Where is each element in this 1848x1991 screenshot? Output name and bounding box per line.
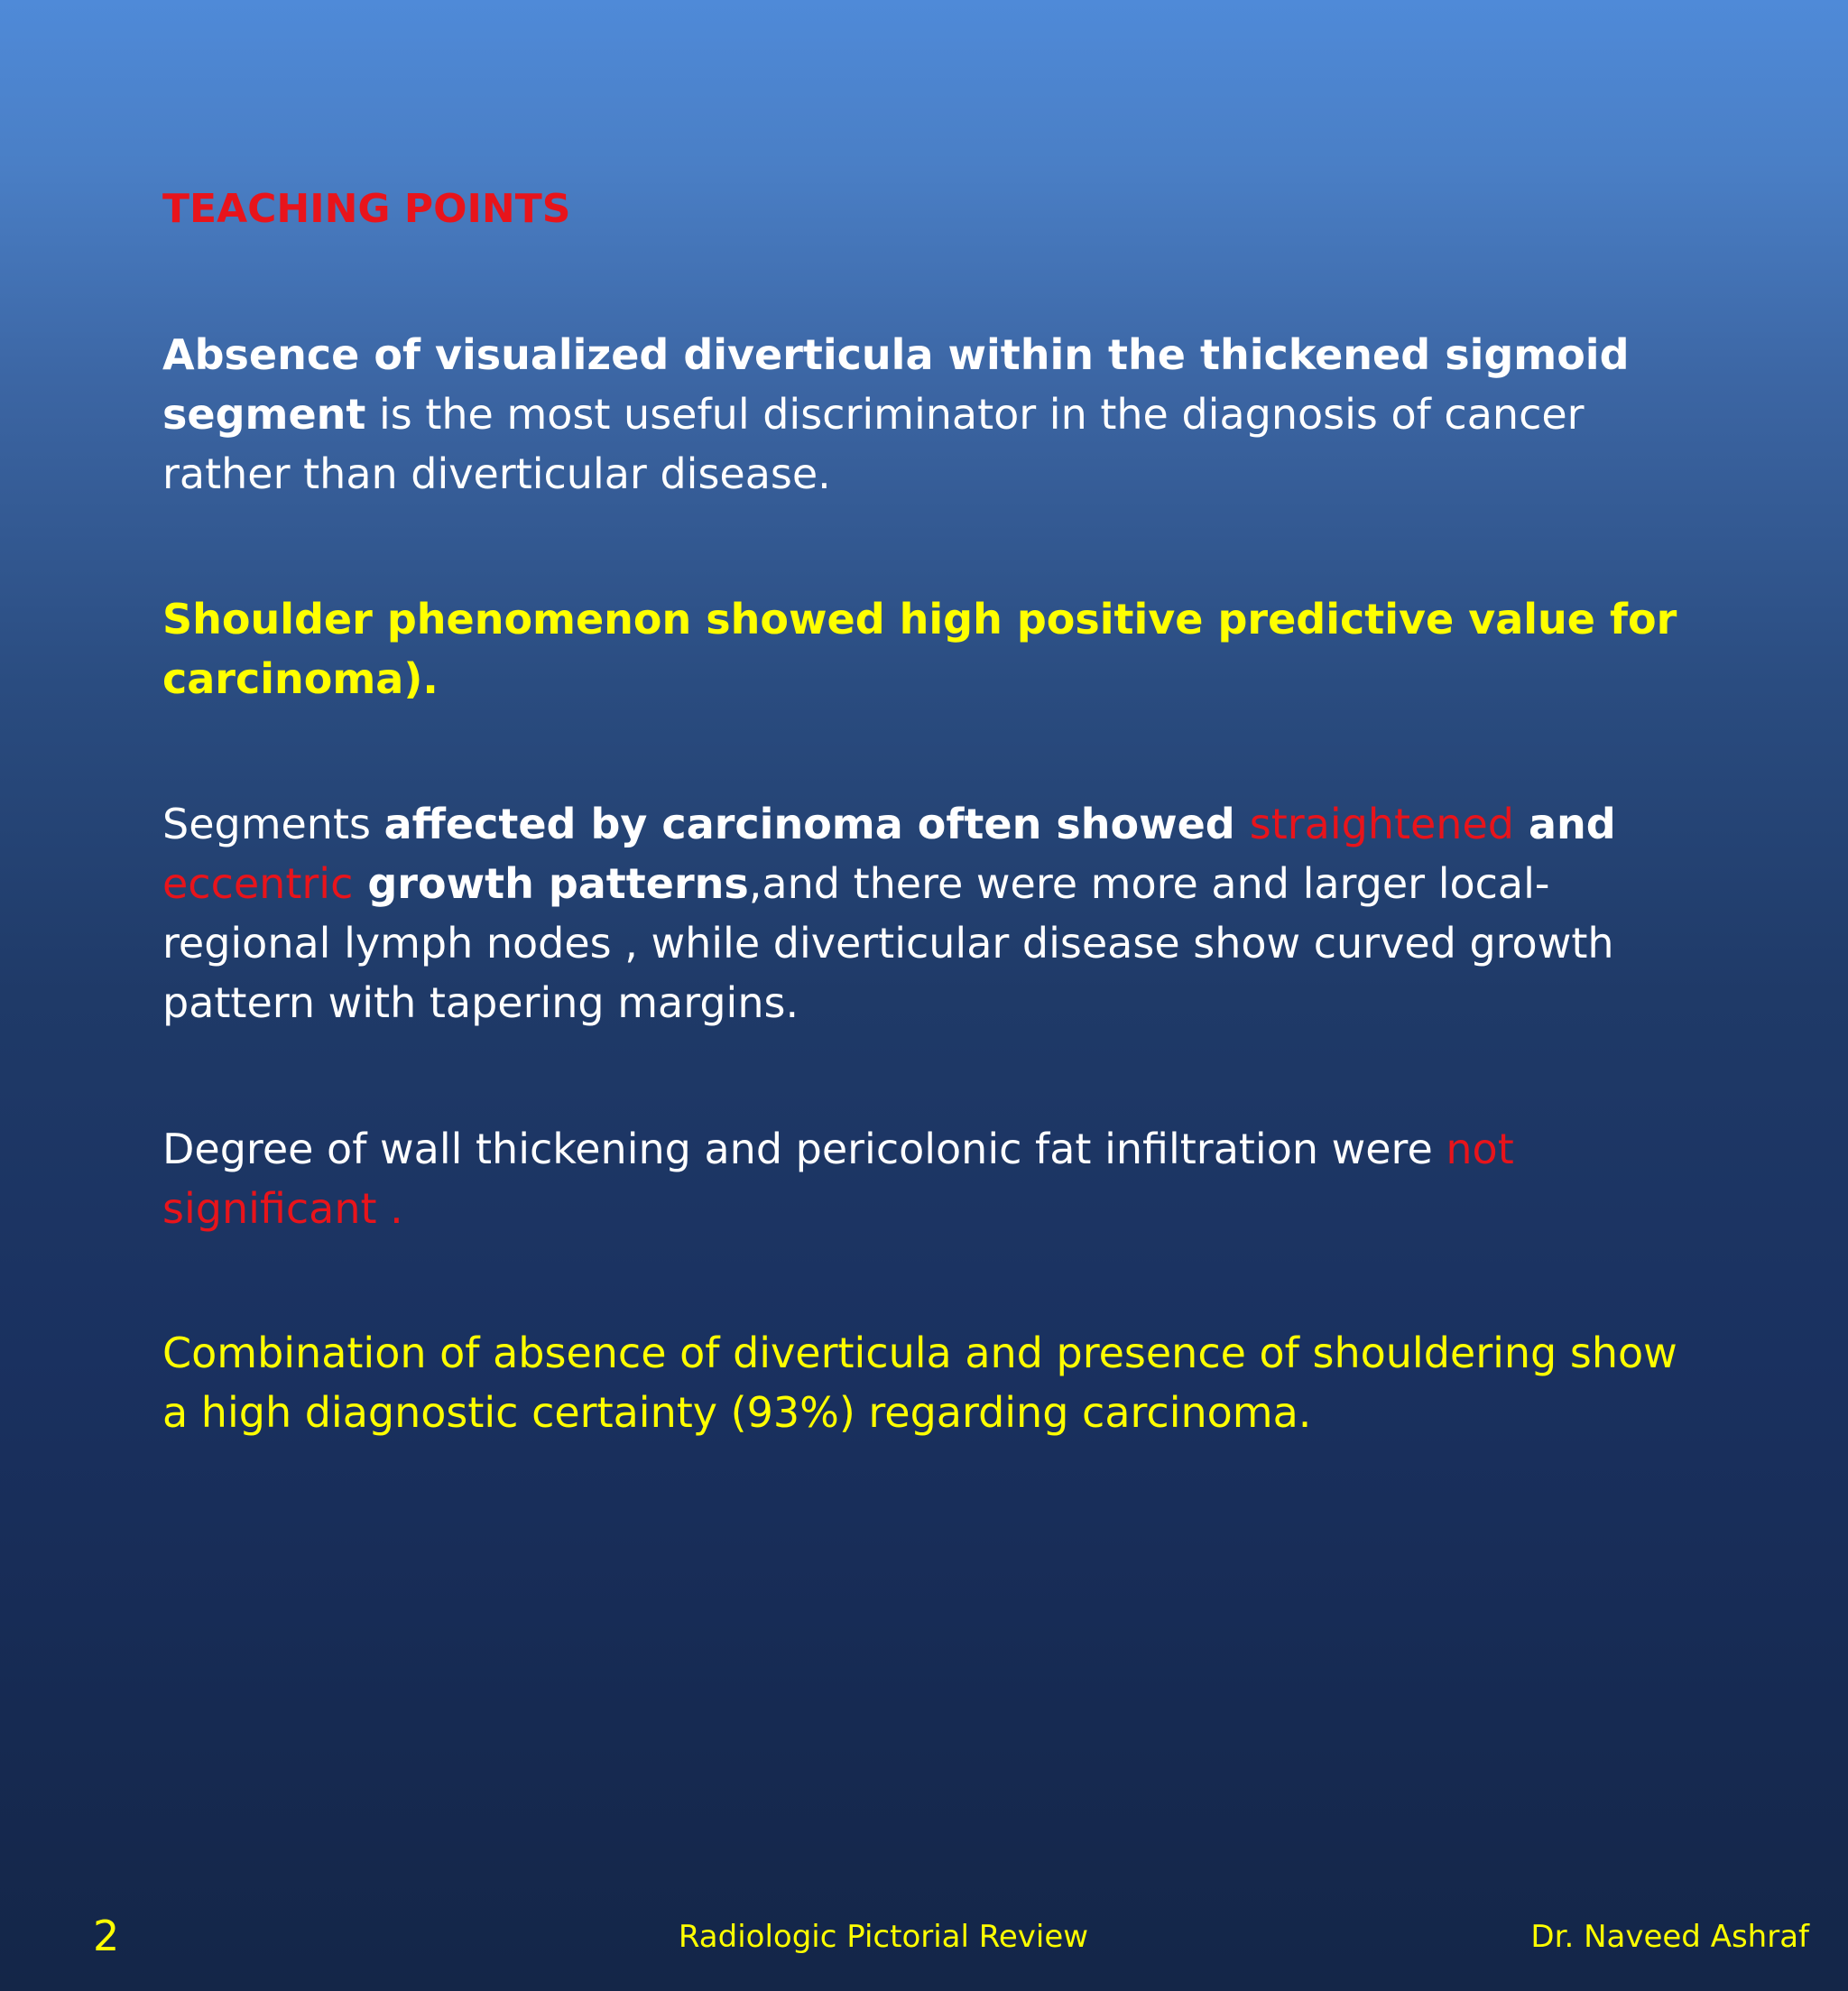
- teaching-point-4-not-significant: not significant .: [162, 1125, 1514, 1233]
- footer-title: Radiologic Pictorial Review: [678, 1919, 1089, 1955]
- footer-author: Dr. Naveed Ashraf: [1530, 1919, 1809, 1955]
- teaching-point-3-eccentric: eccentric: [162, 859, 354, 908]
- teaching-point-3-bold-b: and: [1513, 800, 1616, 848]
- teaching-point-1-text: is the most useful discriminator in the diagnosis of cancer rather than diverticular disease.: [162, 390, 1585, 498]
- page-number: 2: [93, 1912, 120, 1960]
- teaching-point-3-straightened: straightened: [1249, 800, 1514, 848]
- teaching-point-1: [162, 325, 1714, 504]
- teaching-point-3-rest: ,and there were more and larger local-regional lymph nodes , while diverticular disease show curved growth pattern with tapering margins.: [162, 859, 1614, 1027]
- teaching-point-3-bold-a: affected by carcinoma often showed: [383, 800, 1250, 848]
- teaching-point-2: Shoulder phenomenon showed high positive predictive value for carcinoma).: [162, 595, 1677, 703]
- teaching-point-3-bold-c: growth patterns: [353, 859, 749, 908]
- slide-title: TEACHING POINTS: [162, 186, 571, 232]
- teaching-point-3-lead: Segments: [162, 800, 384, 848]
- teaching-point-3: [162, 794, 1714, 1033]
- teaching-point-4-text: Degree of wall thickening and pericolonic fat infiltration were: [162, 1125, 1446, 1173]
- teaching-point-4: [162, 1119, 1714, 1238]
- teaching-point-5: Combination of absence of diverticula and presence of shouldering show a high diagnostic certainty (93%) regarding carcinoma.: [162, 1329, 1677, 1437]
- teaching-point-1-bold: Absence of visualized diverticula within the thickened sigmoid segment: [162, 330, 1630, 439]
